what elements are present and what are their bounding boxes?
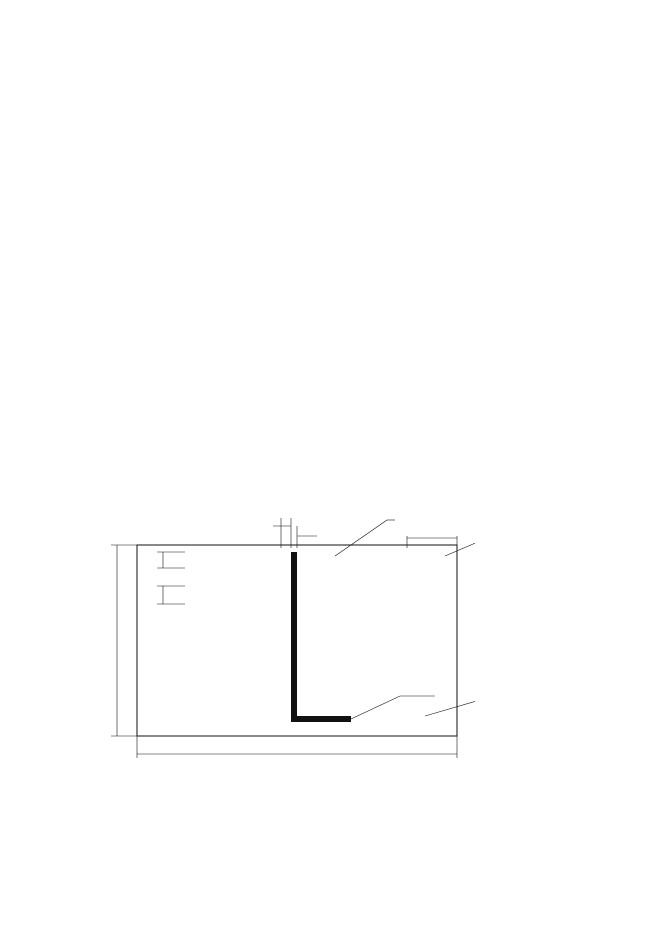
conductor-foot	[291, 716, 351, 722]
substrate-drawing	[95, 508, 475, 763]
vertical-conductor	[291, 552, 297, 722]
